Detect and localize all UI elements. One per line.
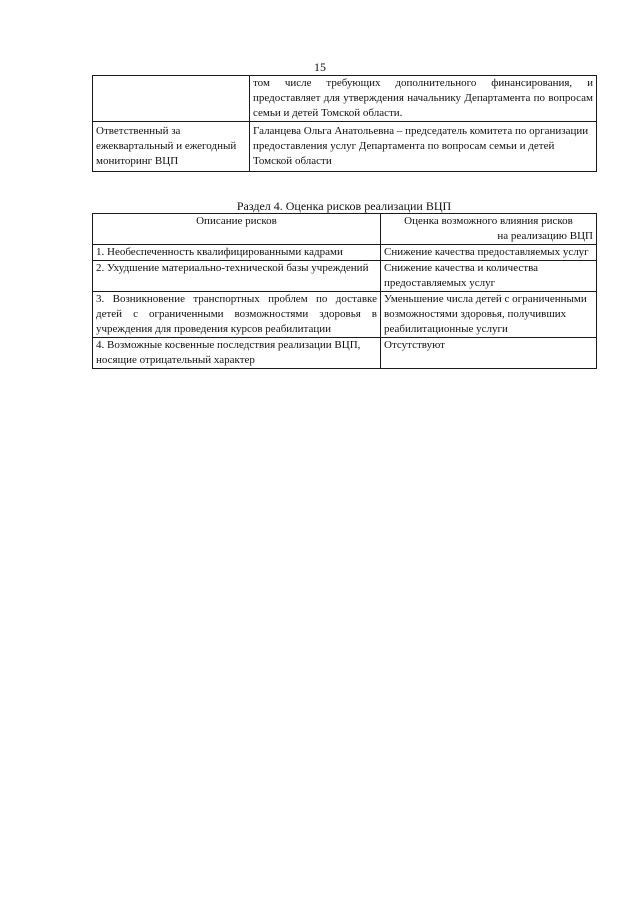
impact-cell: Снижение качества предоставляемых услуг [381, 245, 597, 261]
table-row [93, 261, 597, 292]
header-impact-line1: Оценка возможного влияния рисков [404, 215, 573, 227]
header-impact-cell [381, 214, 597, 245]
header-description-cell [93, 214, 381, 245]
table-row [93, 245, 597, 261]
table-row [93, 292, 597, 338]
section-title: Раздел 4. Оценка рисков реализации ВЦП [236, 199, 452, 213]
table-row [93, 76, 597, 122]
risk-cell: 1. Необеспеченность квалифицированными кадрами [93, 245, 381, 261]
risk-cell: 4. Возможные косвенные последствия реализации ВЦП, носящие отрицательный характер [93, 338, 381, 369]
table-header-row [93, 214, 597, 245]
monitoring-table [92, 75, 597, 172]
responsible-label-cell: Ответственный за ежеквартальный и ежегодный мониторинг ВЦП [93, 122, 250, 172]
table-row [93, 338, 597, 369]
risk-table [92, 213, 597, 369]
empty-cell [93, 76, 250, 122]
responsible-value-cell: Галанцева Ольга Анатольевна – председатель комитета по организации предоставления услуг Департамента по вопросам семьи и детей Томской области [250, 122, 597, 172]
risk-cell: 2. Ухудшение материально-технической базы учреждений [93, 261, 381, 292]
continuation-text-cell: том числе требующих дополнительного финансирования, и предоставляет для утверждения начальнику Департамента по вопросам семьи и детей Томской области. [250, 76, 597, 122]
impact-cell: Снижение качества и количества предоставляемых услуг [381, 261, 597, 292]
table-row [93, 122, 597, 172]
header-description: Описание рисков [196, 215, 277, 227]
impact-cell: Отсутствуют [381, 338, 597, 369]
risk-cell: 3. Возникновение транспортных проблем по доставке детей с ограниченными возможностями здоровья в учреждения для проведения курсов реабилитации [93, 292, 381, 338]
header-impact-line2: на реализацию ВЦП [497, 230, 593, 242]
impact-cell: Уменьшение числа детей с ограниченными возможностями здоровья, получивших реабилитационные услуги [381, 292, 597, 338]
page-number: 15 [314, 60, 326, 74]
